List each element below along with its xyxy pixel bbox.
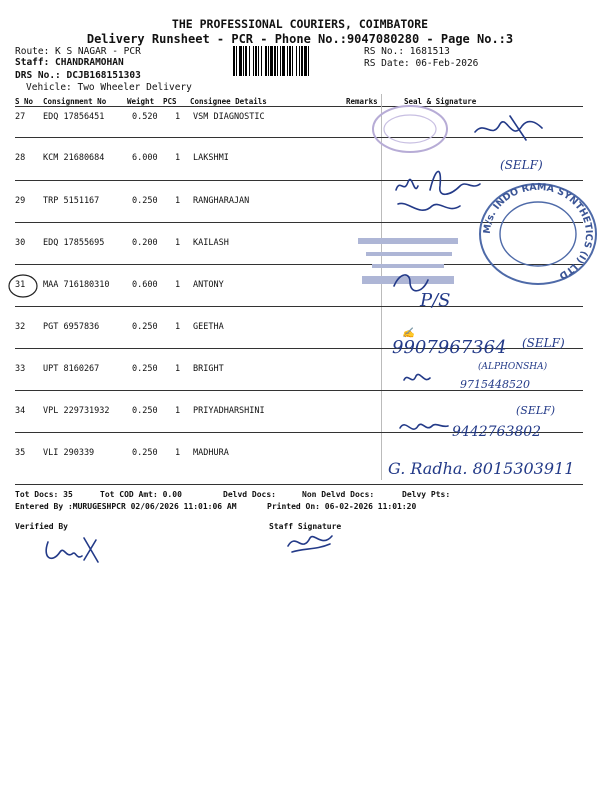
row-sno: 28 [15, 153, 26, 163]
handwriting-row-35: G. Radha. 8015303911 [388, 459, 575, 478]
row-consignee: MADHURA [193, 448, 229, 458]
row-pcs: 1 [175, 406, 181, 416]
tot-docs: Tot Docs: 35 [15, 490, 73, 499]
row-sno: 30 [15, 238, 26, 248]
row-pcs: 1 [175, 322, 181, 332]
row-consignee: ANTONY [193, 280, 224, 290]
row-consignee: BRIGHT [193, 364, 224, 374]
row-rule [15, 306, 583, 307]
row-pcs: 1 [175, 364, 181, 374]
row-consignment: VLI 290339 [43, 448, 95, 458]
col-seal-signature: Seal & Signature [404, 97, 477, 106]
row-weight: 0.250 [132, 322, 158, 332]
row-consignee: VSM DIAGNOSTIC [193, 112, 265, 122]
row-weight: 0.250 [132, 448, 158, 458]
col-pcs: PCS [163, 97, 177, 106]
row-pcs: 1 [175, 196, 181, 206]
row-pcs: 1 [175, 153, 181, 163]
row-consignment: TRP 5151167 [43, 196, 100, 206]
row-pcs: 1 [175, 280, 181, 290]
col-sno: S No [15, 97, 34, 106]
signature-row-33 [400, 366, 440, 390]
row-consignee: PRIYADHARSHINI [193, 406, 265, 416]
staff-signature-label: Staff Signature [269, 522, 342, 531]
row-weight: 0.250 [132, 406, 158, 416]
vehicle-line: Vehicle: Two Wheeler Delivery [26, 82, 192, 93]
runsheet-subtitle: Delivery Runsheet - PCR - Phone No.:9047080280 - Page No.:3 [86, 32, 514, 46]
row-sno: 29 [15, 196, 26, 206]
col-remarks: Remarks [346, 97, 378, 106]
col-consignee: Consignee Details [190, 97, 267, 106]
row-sno: 32 [15, 322, 26, 332]
staff-line: Staff: CHANDRAMOHAN [15, 57, 124, 68]
row-weight: 0.600 [132, 280, 158, 290]
row-consignment: EDQ 17855695 [43, 238, 105, 248]
row-consignment: PGT 6957836 [43, 322, 100, 332]
verified-by-label: Verified By [15, 522, 68, 531]
circle-mark-31 [6, 272, 40, 300]
drs-number: DRS No.: DCJB168151303 [15, 70, 141, 81]
verified-by-signature [40, 532, 106, 568]
footer-rule [15, 484, 583, 485]
col-weight: Weight [127, 97, 155, 106]
handwriting-phone-33: 9715448520 [460, 378, 530, 391]
handwriting-self-34: (SELF) [516, 404, 556, 417]
seal-text: M/s. INDO RAMA SYNTHETICS (I) LTD [481, 181, 595, 282]
handwriting-ps-31: P/S [420, 290, 451, 311]
handwriting-self-28: (SELF) [500, 158, 543, 172]
row-pcs: 1 [175, 238, 181, 248]
row-consignee: KAILASH [193, 238, 229, 248]
printed-on: Printed On: 06-02-2026 11:01:20 [267, 502, 417, 511]
row-weight: 0.200 [132, 238, 158, 248]
barcode-graphic [232, 46, 356, 76]
row-consignee: GEETHA [193, 322, 224, 332]
non-delvd-docs: Non Delvd Docs: [302, 490, 375, 499]
delvy-pts: Delvy Pts: [402, 490, 451, 499]
entered-by: Entered By :MURUGESHPCR 02/06/2026 11:01:06 AM [15, 502, 237, 511]
row-weight: 0.250 [132, 364, 158, 374]
staff-signature [282, 530, 338, 556]
row-consignee: RANGHARAJAN [193, 196, 250, 206]
rs-number: RS No.: 1681513 [364, 46, 450, 57]
table-row [0, 322, 600, 362]
handwriting-self-32: (SELF) [522, 336, 565, 350]
faded-stamp-top [370, 103, 450, 155]
rs-date: RS Date: 06-Feb-2026 [364, 58, 479, 69]
row-weight: 0.520 [132, 112, 158, 122]
tot-cod-amount: Tot COD Amt: 0.00 [100, 490, 182, 499]
row-pcs: 1 [175, 112, 181, 122]
handwriting-mark-32: ✍ [402, 328, 415, 339]
row-consignment: UPT 8160267 [43, 364, 100, 374]
row-sno: 27 [15, 112, 26, 122]
row-sno: 34 [15, 406, 26, 416]
row-consignment: KCM 21680684 [43, 153, 105, 163]
row-consignment: EDQ 17856451 [43, 112, 105, 122]
handwriting-name-33: (ALPHONSHA) [478, 362, 548, 372]
row-weight: 0.250 [132, 196, 158, 206]
signature-row-34 [396, 414, 452, 438]
handwriting-phone-34: 9442763802 [452, 424, 542, 440]
row-sno: 31 [15, 280, 26, 290]
row-sno: 33 [15, 364, 26, 374]
delvd-docs: Delvd Docs: [223, 490, 276, 499]
col-consignment: Consignment No [43, 97, 107, 106]
row-weight: 6.000 [132, 153, 158, 163]
row-pcs: 1 [175, 448, 181, 458]
route-line: Route: K S NAGAR - PCR [15, 46, 141, 57]
signature-row-27 [470, 112, 550, 144]
header-rule [15, 106, 583, 107]
signature-row-28 [390, 160, 500, 226]
row-sno: 35 [15, 448, 26, 458]
company-title: THE PROFESSIONAL COURIERS, COIMBATORE [171, 17, 429, 31]
row-consignment: VPL 229731932 [43, 406, 110, 416]
row-consignee: LAKSHMI [193, 153, 229, 163]
row-consignment: MAA 716180310 [43, 280, 110, 290]
handwriting-phone-32: 9907967364 [392, 337, 507, 358]
